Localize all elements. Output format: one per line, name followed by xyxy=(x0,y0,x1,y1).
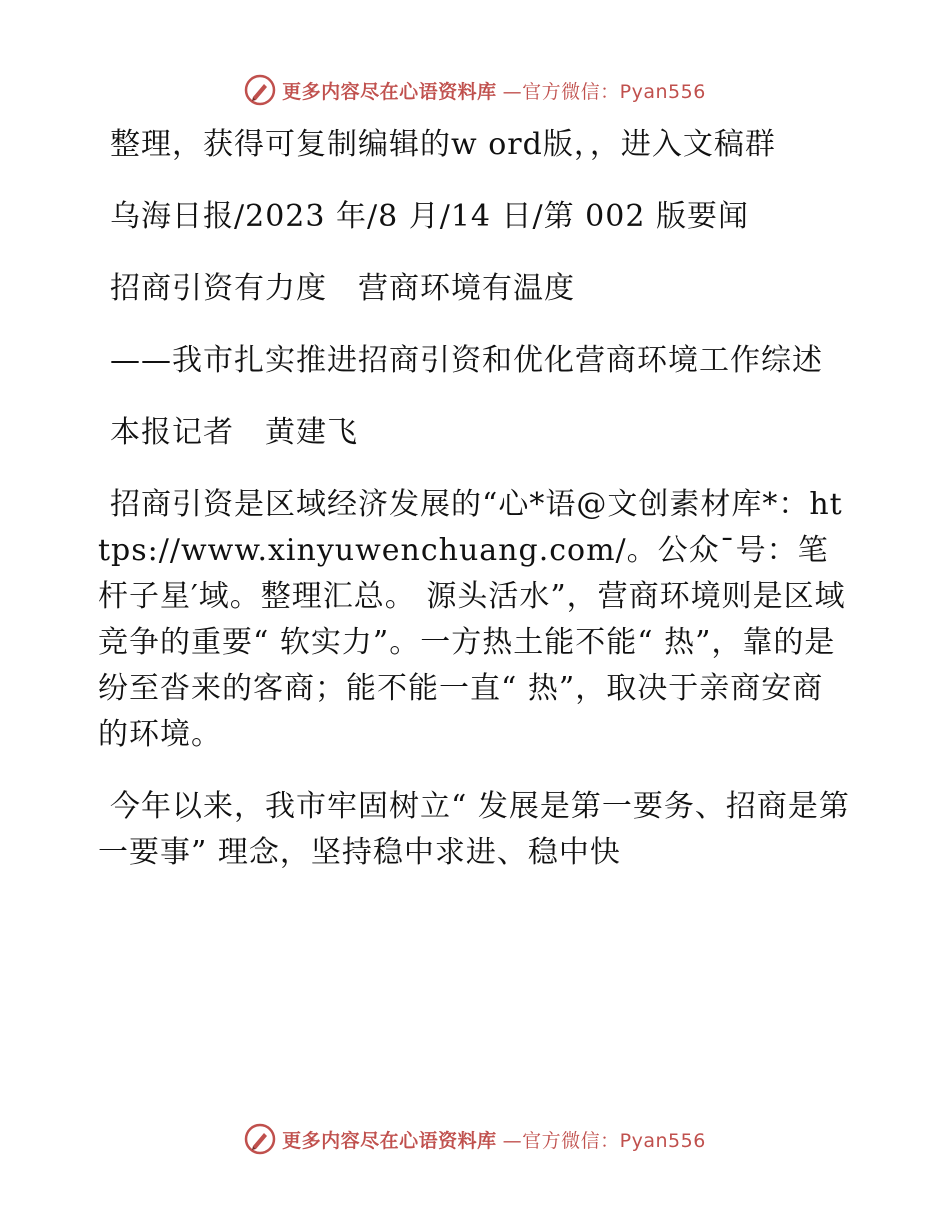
headline: 招商引资有力度 营商环境有温度 xyxy=(110,271,575,306)
watermark-sub-text: —官方微信：Pyan556 xyxy=(502,80,706,103)
body-paragraph: 招商引资是区域经济发展的“心*语@文创素材库*：https://www.xinyuwenchuang.com/。公众¯号：笔杆子星′域。整理汇总。 源头活水”，营商环境则是区域竞争的重要“ 软实力”。一方热土能不能“ 热”，靠的是纷至沓来的客商；能不能一直“ 热”，取决于亲商安商的环境。 xyxy=(98,487,846,752)
watermark-sub-text: —官方微信：Pyan556 xyxy=(502,1129,706,1152)
watermark-main-text: 更多内容尽在心语资料库 xyxy=(282,1129,497,1152)
document-body xyxy=(98,122,850,902)
intro-note: 整理，获得可复制编辑的w ord版，，进入文稿群 xyxy=(110,127,776,162)
watermark-banner-top xyxy=(0,74,950,106)
pen-logo-icon xyxy=(244,1123,276,1155)
subheadline: ——我市扎实推进招商引资和优化营商环境工作综述 xyxy=(110,343,823,378)
watermark-main-text: 更多内容尽在心语资料库 xyxy=(282,80,497,103)
watermark-banner-bottom xyxy=(0,1123,950,1155)
body-paragraph: 今年以来，我市牢固树立“ 发展是第一要务、招商是第一要事” 理念，坚持稳中求进、稳中快 xyxy=(98,789,850,870)
source-line: 乌海日报/2023 年/8 月/14 日/第 002 版要闻 xyxy=(110,199,749,234)
pen-logo-icon xyxy=(244,74,276,106)
byline: 本报记者 黄建飞 xyxy=(110,415,358,450)
